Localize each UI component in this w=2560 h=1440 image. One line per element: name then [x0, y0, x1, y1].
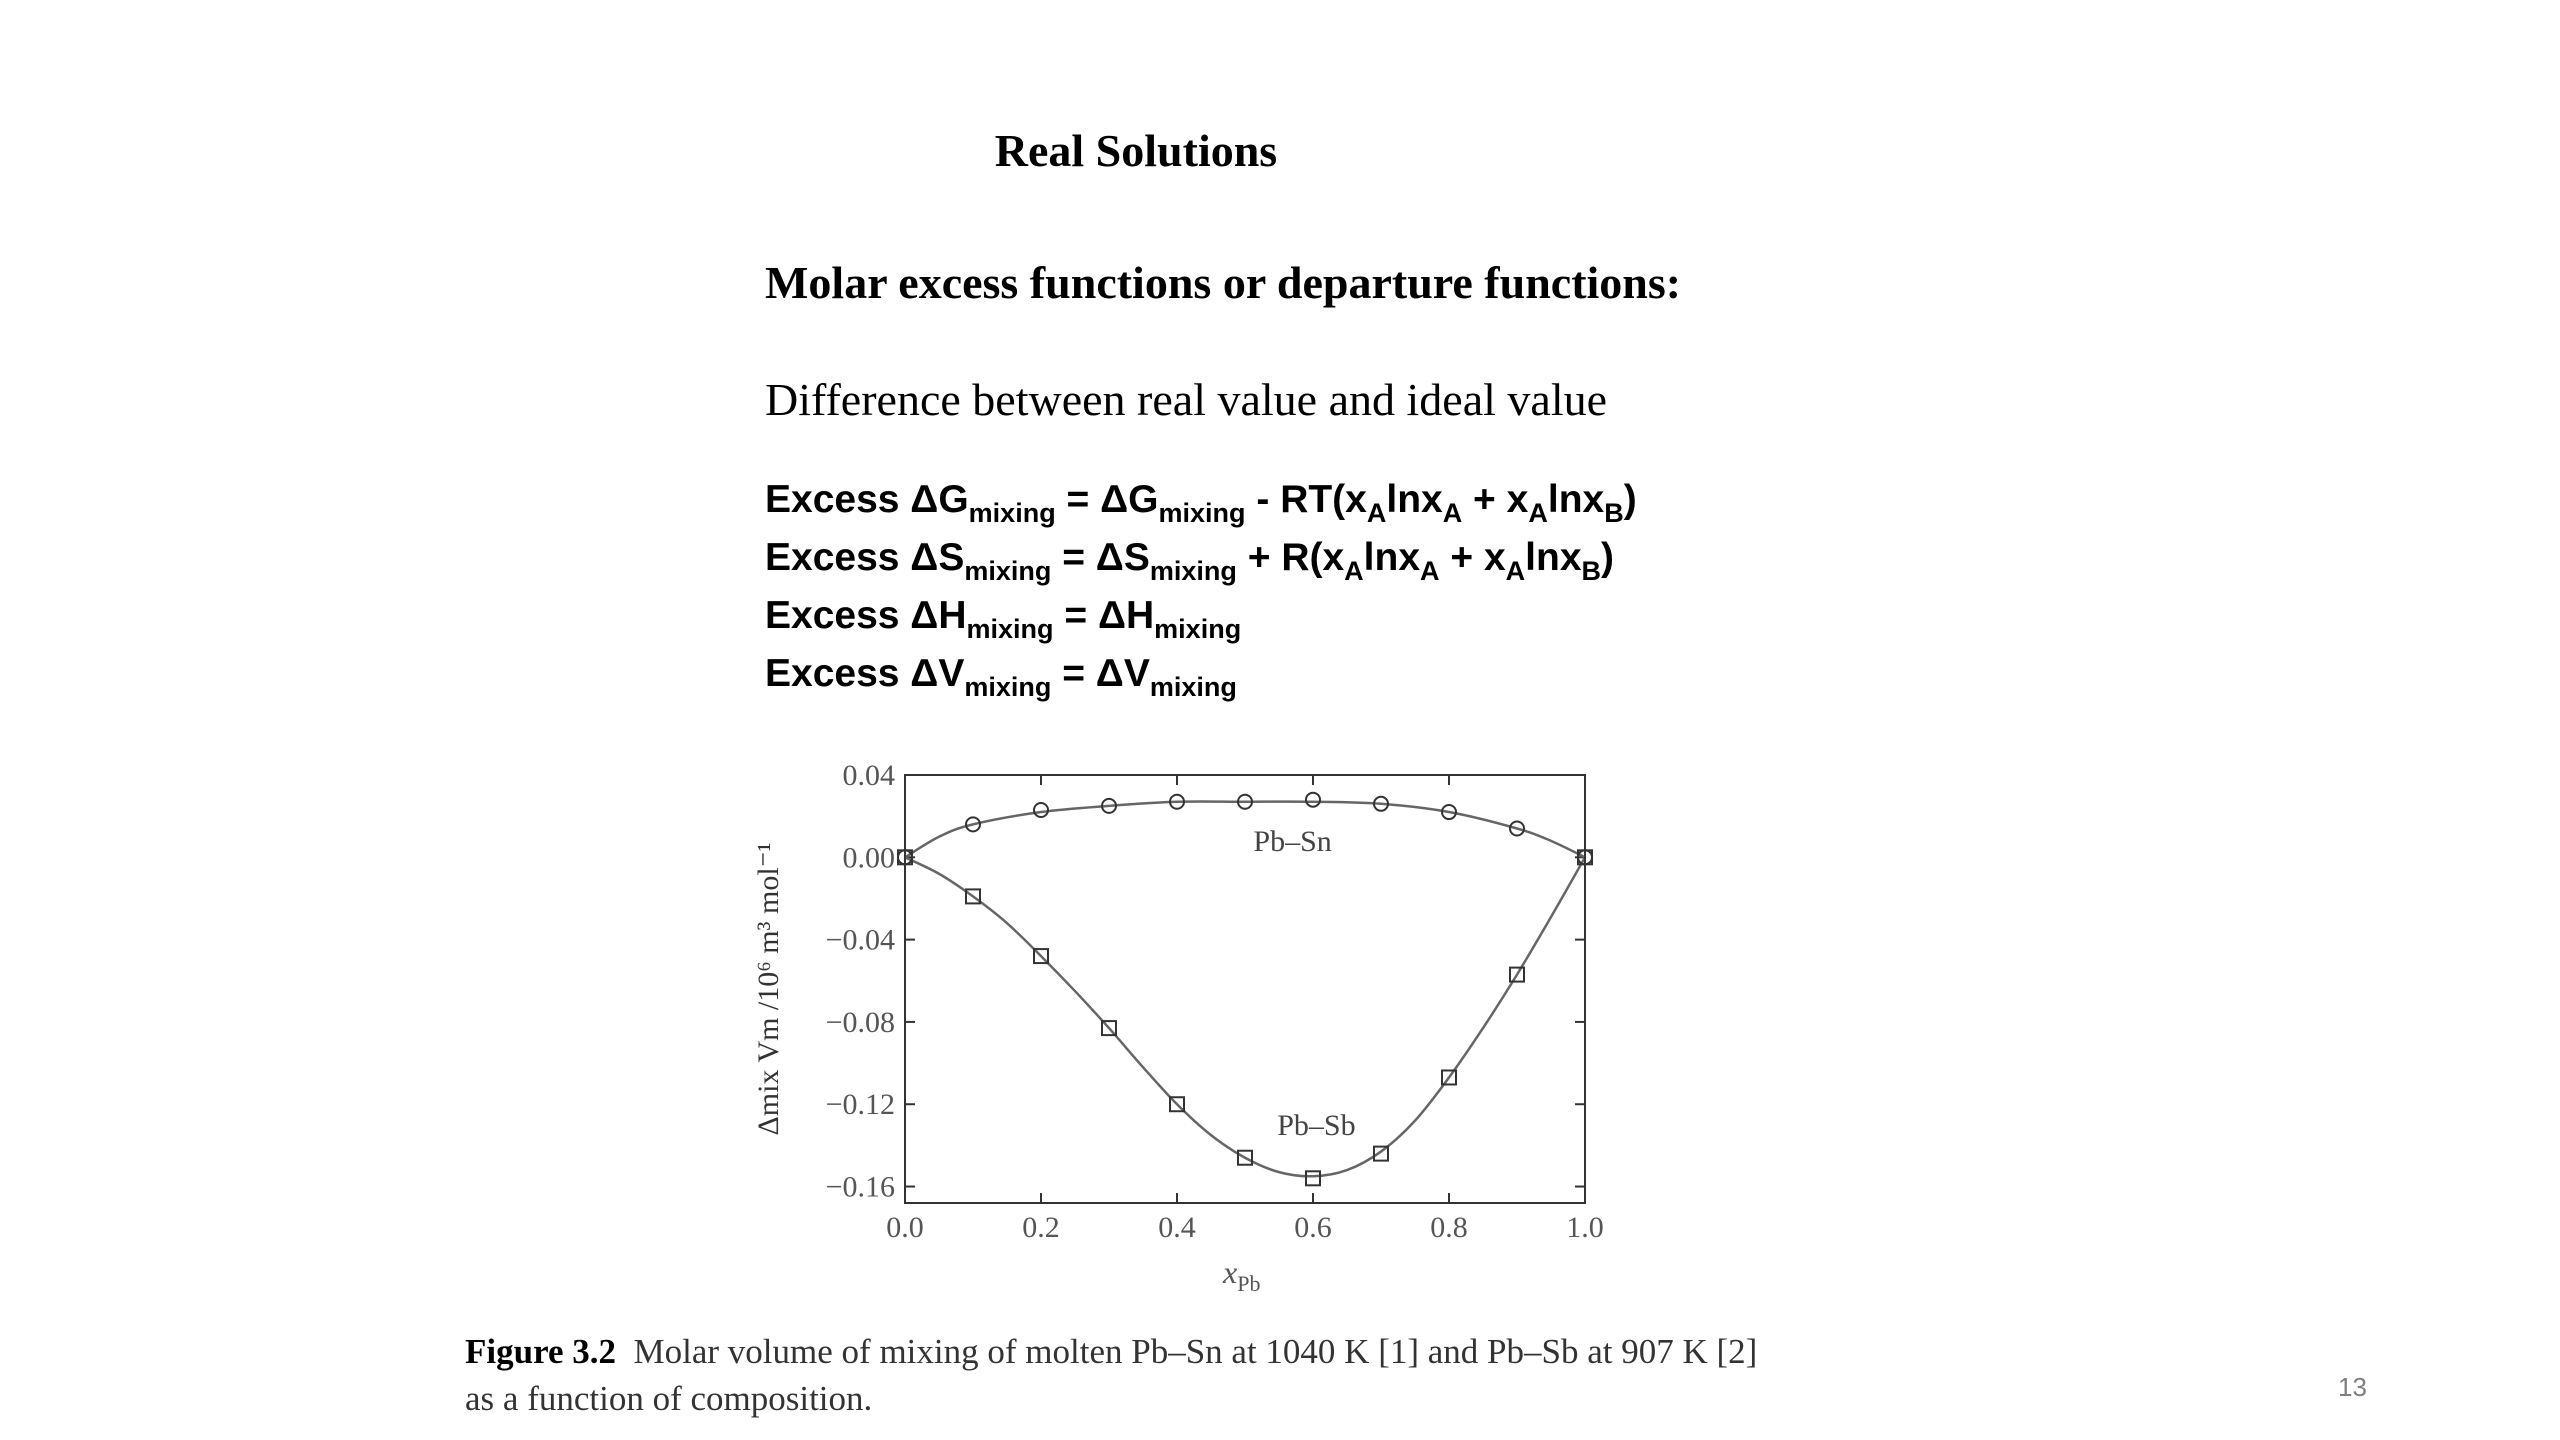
equations-block	[765, 471, 1637, 703]
y-tick-label: −0.16	[825, 1170, 895, 1204]
x-axis-label: $x_{Pb}$	[1223, 1254, 1261, 1296]
series-label-pb-sb: Pb–Sb	[1277, 1109, 1356, 1143]
caption-line-1: Molar volume of mixing of molten Pb–Sn at 1040 K [1] and Pb–Sb at 907 K [2]	[633, 1332, 1758, 1371]
page-number: 13	[2338, 1372, 2367, 1402]
y-tick-label: 0.00	[842, 841, 895, 875]
x-tick-label: 0.8	[1430, 1211, 1468, 1244]
series-label-pb-sn: Pb–Sn	[1253, 825, 1332, 859]
x-tick-label: 0.2	[1022, 1211, 1060, 1244]
caption-label: Figure 3.2	[465, 1332, 617, 1371]
data-point-pb-sn	[1034, 803, 1048, 817]
subtitle: Molar excess functions or departure functions:	[765, 257, 1682, 308]
x-tick-label: 0.6	[1294, 1211, 1332, 1244]
x-tick-label: 0.0	[886, 1211, 924, 1244]
x-tick-label: 0.4	[1158, 1211, 1196, 1244]
data-point-pb-sb	[1306, 1171, 1320, 1185]
series-line-pb-sb	[905, 857, 1585, 1176]
x-tick-label: 1.0	[1566, 1211, 1604, 1244]
y-tick-label: −0.04	[825, 923, 895, 957]
series-line-pb-sn	[905, 801, 1585, 857]
mixing-volume-chart	[700, 740, 1660, 1310]
figure-caption	[465, 1328, 1945, 1422]
difference-text: Difference between real value and ideal value	[765, 374, 1608, 425]
y-tick-label: 0.04	[842, 759, 895, 792]
plot-frame	[905, 775, 1585, 1203]
y-tick-label: −0.08	[825, 1005, 895, 1039]
slide-title: Real Solutions	[994, 125, 1278, 176]
equation-volume: Excess $\Delta V_{mixing} = \Delta V_{mixing}$	[765, 652, 1237, 702]
data-point-pb-sn	[1306, 793, 1320, 807]
y-tick-label: −0.12	[825, 1088, 895, 1122]
equation-entropy: Excess $\Delta S_{mixing} = \Delta S_{mixing} + R(x_A\ln x_A + x_A\ln x_B)$	[765, 536, 1615, 586]
y-axis-label: Δmix Vm /10⁶ m³ mol⁻¹	[752, 842, 785, 1136]
equation-gibbs: Excess $\Delta G_{mixing} = \Delta G_{mixing} - RT(x_A\ln x_A + x_A\ln x_B)$	[765, 478, 1637, 528]
caption-line-2: as a function of composition.	[465, 1379, 873, 1418]
equation-enthalpy: Excess $\Delta H_{mixing} = \Delta H_{mixing}$	[765, 594, 1242, 644]
